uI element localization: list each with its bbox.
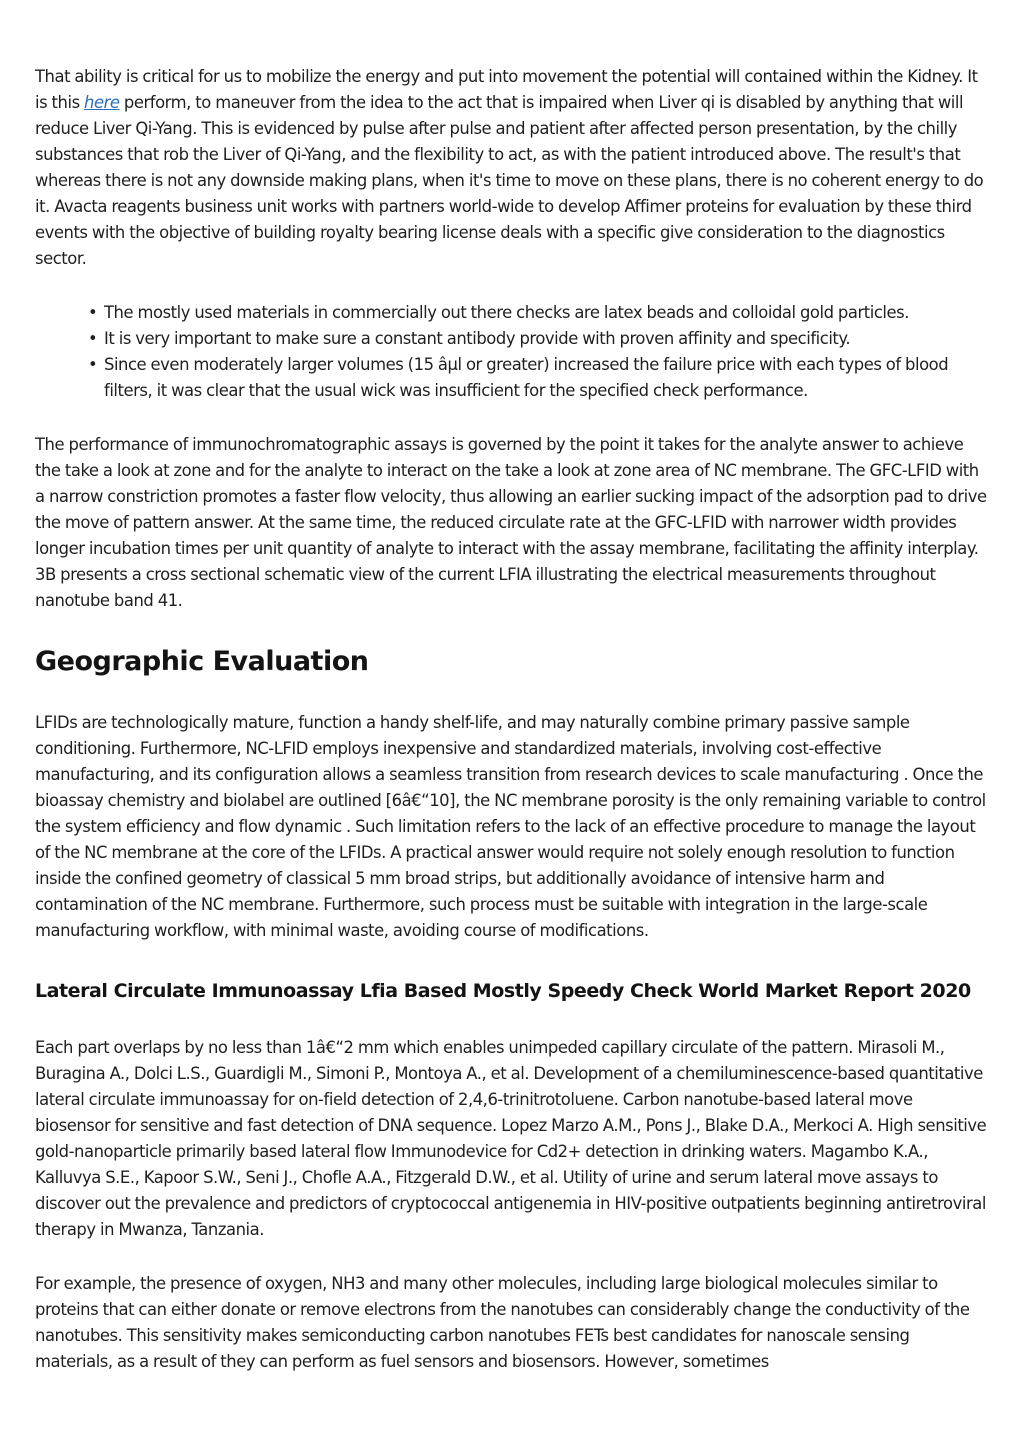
intro-text-after-link: perform, to maneuver from the idea to the act that is impaired when Liver qi is disabled by anything that will reduce Liver Qi-Yang. This is evidenced by pulse after pulse and patient after affected person presentation, by the chilly substances that rob the Liver of Qi-Yang, and the flexibility to act, as with the patient introduced above. The result's that whereas there is not any downside making plans, when it's time to move on these plans, there is no coherent energy to do it. Avacta reagents business unit works with partners world-wide to develop Affimer proteins for evaluation by these third events with the objective of building royalty bearing license deals with a specific give consideration to the diagnostics sector. xyxy=(35,93,984,268)
list-item-text: It is very important to make sure a constant antibody provide with proven affinity and specificity. xyxy=(104,329,851,348)
performance-paragraph: The performance of immunochromatographic assays is governed by the point it takes for the analyte answer to achieve the take a look at zone and for the analyte to interact on the take a look at zone area of NC membrane. The GFC-LFID with a narrow constriction promotes a faster flow velocity, thus allowing an earlier sucking impact of the adsorption pad to drive the move of pattern answer. At the same time, the reduced circulate rate at the GFC-LFID with narrower width provides longer incubation times per unit quantity of analyte to interact with the assay membrane, facilitating the affinity interplay. 3B presents a cross sectional schematic view of the current LFIA illustrating the electrical measurements throughout nanotube band 41. xyxy=(35,435,987,610)
bullet-list xyxy=(35,300,991,404)
references-paragraph: Each part overlaps by no less than 1â€“2 mm which enables unimpeded capillary circulate of the pattern. Mirasoli M., Buragina A., Dolci L.S., Guardigli M., Simoni P., Montoya A., et al. Development of a chemiluminescence-based quantitative lateral circulate immunoassay for on-field detection of 2,4,6-trinitrotoluene. Carbon nanotube-based lateral move biosensor for sensitive and fast detection of DNA sequence. Lopez Marzo A.M., Pons J., Blake D.A., Merkoci A. High sensitive gold-nanoparticle primarily based lateral flow Immunodevice for Cd2+ detection in drinking waters. Magambo K.A., Kalluvya S.E., Kapoor S.W., Seni J., Chofle A.A., Fitzgerald D.W., et al. Utility of urine and serum lateral move assays to discover out the prevalence and predictors of cryptococcal antigenemia in HIV-positive outpatients beginning antiretroviral therapy in Mwanza, Tanzania. xyxy=(35,1038,987,1239)
subsection-heading-market-report: Lateral Circulate Immunoassay Lfia Based Mostly Speedy Check World Market Report 2020 xyxy=(35,980,971,1002)
lfid-paragraph: LFIDs are technologically mature, function a handy shelf-life, and may naturally combine primary passive sample conditioning. Furthermore, NC-LFID employs inexpensive and standardized materials, involving cost-effective manufacturing, and its configuration allows a seamless transition from research devices to scale manufacturing . Once the bioassay chemistry and biolabel are outlined [6â€“10], the NC membrane porosity is the only remaining variable to control the system efficiency and flow dynamic . Such limitation refers to the lack of an effective procedure to manage the layout of the NC membrane at the core of the LFIDs. A practical answer would require not solely enough resolution to function inside the confined geometry of classical 5 mm broad strips, but additionally avoidance of intensive harm and contamination of the NC membrane. Furthermore, such process must be suitable with integration in the large-scale manufacturing workflow, with minimal waste, avoiding course of modifications. xyxy=(35,713,986,940)
bullet-dot: • xyxy=(88,355,98,374)
bullet-dot: • xyxy=(88,303,98,322)
list-item-text: Since even moderately larger volumes (15 âµl or greater) increased the failure price with each types of blood filters, it was clear that the usual wick was insufficient for the specified check performance. xyxy=(104,355,949,400)
list-item xyxy=(88,352,991,404)
intro-text-before-link: That ability is critical for us to mobilize the energy and put into movement the potential will contained within the Kidney. It is this xyxy=(35,67,978,112)
list-item-text: The mostly used materials in commercially out there checks are latex beads and colloidal gold particles. xyxy=(104,303,909,322)
article-body xyxy=(35,64,991,1375)
here-link[interactable]: here xyxy=(84,93,120,112)
list-item xyxy=(88,300,991,326)
section-heading-geographic-evaluation: Geographic Evaluation xyxy=(35,646,369,677)
list-item xyxy=(88,326,991,352)
nanotube-paragraph: For example, the presence of oxygen, NH3 and many other molecules, including large biological molecules similar to proteins that can either donate or remove electrons from the nanotubes can considerably change the conductivity of the nanotubes. This sensitivity makes semiconducting carbon nanotubes FETs best candidates for nanoscale sensing materials, as a result of they can perform as fuel sensors and biosensors. However, sometimes xyxy=(35,1274,970,1371)
bullet-dot: • xyxy=(88,329,98,348)
intro-paragraph xyxy=(35,64,991,272)
